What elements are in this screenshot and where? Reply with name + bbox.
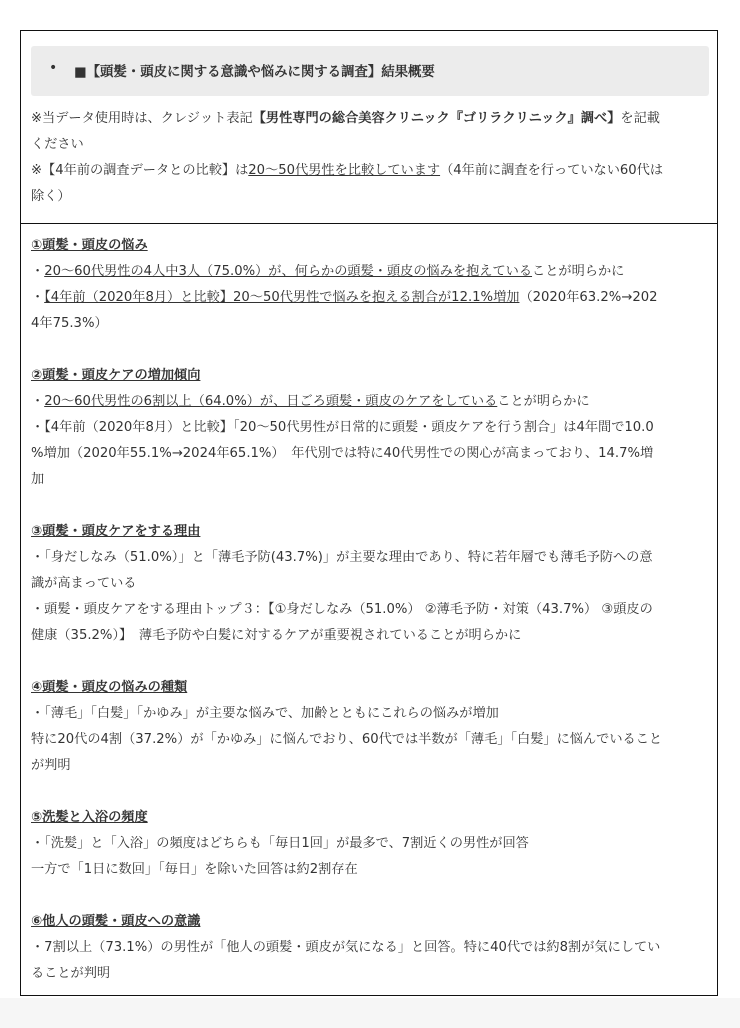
- credit-note-text: ※当データ使用時は、クレジット表記: [31, 111, 253, 126]
- line-suffix: ことが明らかに: [532, 264, 625, 279]
- line-prefix: ・: [31, 264, 45, 279]
- section-line: ・【4年前（2020年8月）と比較】「20〜50代男性が日常的に頭髪・頭皮ケアを行う割合」は4年間で10.0: [31, 420, 654, 435]
- comparison-note-text: ※【4年前の調査データとの比較】は: [31, 163, 249, 178]
- section-gap: [31, 779, 711, 805]
- line-prefix: ・: [31, 290, 45, 305]
- credit-label: 【男性専門の総合美容クリニック『ゴリラクリニック』調べ】: [252, 111, 621, 126]
- line-suffix: ことが明らかに: [497, 394, 590, 409]
- underlined-finding: 20〜60代男性の4人中3人（75.0%）が、何らかの頭髪・頭皮の悩みを抱えている: [44, 264, 533, 279]
- section-title-care-trend: ②頭髪・頭皮ケアの増加傾向: [31, 368, 201, 383]
- section-line: 一方で「1日に数回」「毎日」を除いた回答は約2割存在: [31, 862, 358, 877]
- section-gap: [31, 649, 711, 675]
- section-line: [31, 285, 711, 311]
- credit-note: [31, 106, 711, 210]
- list-bullet: •: [49, 60, 58, 76]
- section-line: が判明: [31, 758, 71, 773]
- underlined-finding: 20〜60代男性の6割以上（64.0%）が、日ごろ頭髪・頭皮のケアをしている: [44, 394, 498, 409]
- credit-note-line1: [31, 106, 711, 132]
- section-line: 健康（35.2%）】 薄毛予防や白髪に対するケアが重要視されていることが明らかに: [31, 628, 522, 643]
- section-line: 特に20代の4割（37.2%）が「かゆみ」に悩んでおり、60代では半数が「薄毛」「白髪」に悩んでいること: [31, 732, 663, 747]
- results-cell: [31, 233, 711, 987]
- section-title-hair-concerns: ①頭髪・頭皮の悩み: [31, 238, 148, 253]
- section-gap: [31, 337, 711, 363]
- section-gap: [31, 493, 711, 519]
- underlined-finding: 【4年前（2020年8月）と比較】20〜50代男性で悩みを抱える割合が12.1%増加: [44, 290, 520, 305]
- section-line: 加: [31, 472, 45, 487]
- section-line: 識が高まっている: [31, 576, 137, 591]
- section-title-others-awareness: ⑥他人の頭髪・頭皮への意識: [31, 914, 201, 929]
- credit-note-text-end: を記載: [620, 111, 660, 126]
- section-line: ・「洗髪」と「入浴」の頻度はどちらも「毎日1回」が最多で、7割近くの男性が回答: [31, 836, 529, 851]
- section-title-concern-types: ④頭髪・頭皮の悩みの種類: [31, 680, 188, 695]
- comparison-note-emphasis: 20〜50代男性を比較しています: [248, 163, 441, 178]
- section-line: 4年75.3%）: [31, 316, 108, 331]
- section-line: ・「身だしなみ（51.0%）」と「薄毛予防(43.7%)」が主要な理由であり、特に若年層でも薄毛予防への意: [31, 550, 653, 565]
- section-title-wash-frequency: ⑤洗髪と入浴の頻度: [31, 810, 148, 825]
- section-line: [31, 389, 711, 415]
- summary-heading: [31, 46, 709, 96]
- section-gap: [31, 883, 711, 909]
- credit-note-line2: ください: [31, 137, 84, 152]
- section-line: ることが判明: [31, 966, 111, 981]
- line-prefix: ・: [31, 394, 45, 409]
- section-line: ・頭髪・頭皮ケアをする理由トップ３：【①身だしなみ（51.0%） ②薄毛予防・対策（43.7%） ③頭皮の: [31, 602, 653, 617]
- section-line: %増加（2020年55.1%→2024年65.1%） 年代別では特に40代男性での関心が高まっており、14.7%増: [31, 446, 654, 461]
- section-title-care-reasons: ③頭髪・頭皮ケアをする理由: [31, 524, 201, 539]
- header-cell: [21, 31, 717, 224]
- comparison-note-text-end: （4年前に調査を行っていない60代は: [440, 163, 664, 178]
- section-line: [31, 259, 711, 285]
- summary-title: ■【頭髪・頭皮に関する意識や悩みに関する調査】結果概要: [74, 65, 435, 80]
- comparison-note-line1: [31, 158, 711, 184]
- section-line: ・「薄毛」「白髪」「かゆみ」が主要な悩みで、加齢とともにこれらの悩みが増加: [31, 706, 499, 721]
- summary-table: [20, 30, 718, 996]
- section-line: ・7割以上（73.1%）の男性が「他人の頭髪・頭皮が気になる」と回答。特に40代では約8割が気にしてい: [31, 940, 661, 955]
- line-suffix: （2020年63.2%→202: [519, 290, 658, 305]
- comparison-note-line2: 除く）: [31, 189, 71, 204]
